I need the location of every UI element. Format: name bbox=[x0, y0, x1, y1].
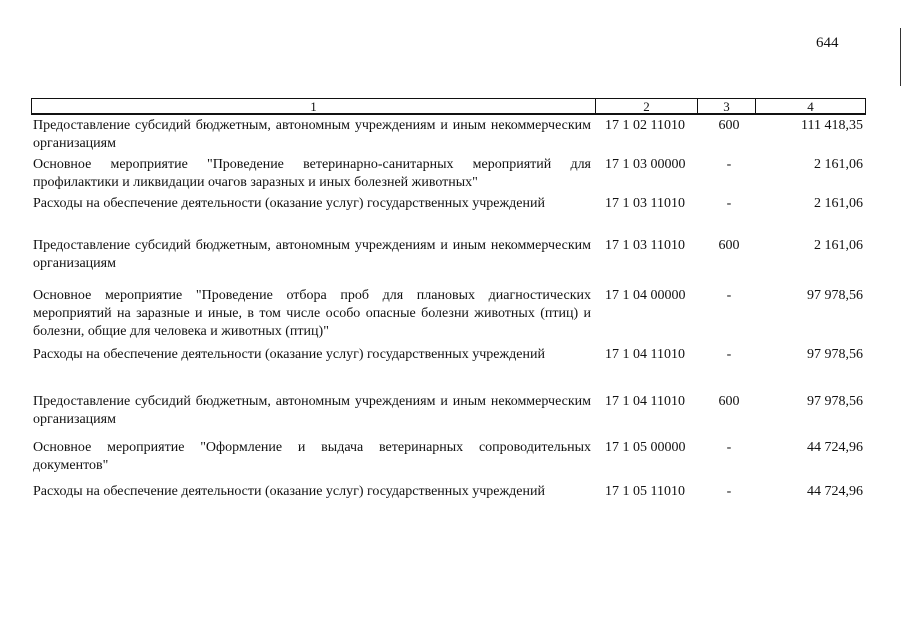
row-code: 17 1 04 11010 bbox=[605, 394, 685, 409]
row-code: 17 1 02 11010 bbox=[605, 118, 685, 133]
row-amount: 2 161,06 bbox=[814, 196, 863, 211]
row-expense-type: - bbox=[726, 288, 732, 303]
column-header-3: 3 bbox=[698, 99, 756, 113]
row-expense-type: - bbox=[726, 484, 732, 499]
row-code: 17 1 05 11010 bbox=[605, 484, 685, 499]
row-description: Основное мероприятие "Проведение ветеринарно-санитарных мероприятий для профилактики и ликвидации очагов заразных и иных болезней животных" bbox=[33, 157, 591, 190]
row-description: Предоставление субсидий бюджетным, автономным учреждениям и иным некоммерческим организациям bbox=[33, 118, 591, 151]
row-code: 17 1 04 11010 bbox=[605, 347, 685, 362]
row-amount: 97 978,56 bbox=[807, 394, 863, 409]
row-description: Предоставление субсидий бюджетным, автономным учреждениям и иным некоммерческим организациям bbox=[33, 394, 591, 427]
row-expense-type: 600 bbox=[718, 118, 740, 133]
row-amount: 111 418,35 bbox=[801, 118, 863, 133]
row-amount: 2 161,06 bbox=[814, 238, 863, 253]
row-amount: 97 978,56 bbox=[807, 347, 863, 362]
column-header-1: 1 bbox=[32, 99, 596, 113]
row-expense-type: - bbox=[726, 347, 732, 362]
row-description: Основное мероприятие "Оформление и выдача ветеринарных сопроводительных документов" bbox=[33, 440, 591, 473]
row-expense-type: - bbox=[726, 157, 732, 172]
row-description: Расходы на обеспечение деятельности (оказание услуг) государственных учреждений bbox=[33, 484, 545, 499]
column-header-2: 2 bbox=[596, 99, 698, 113]
row-description: Расходы на обеспечение деятельности (оказание услуг) государственных учреждений bbox=[33, 196, 545, 211]
row-description: Основное мероприятие "Проведение отбора проб для плановых диагностических мероприятий на заразные и иные, в том числе особо опасные болезни животных (птиц) и болезни, общие для человека и животных (птиц)" bbox=[33, 288, 591, 339]
row-amount: 97 978,56 bbox=[807, 288, 863, 303]
row-amount: 44 724,96 bbox=[807, 440, 863, 455]
row-expense-type: 600 bbox=[718, 238, 740, 253]
row-expense-type: 600 bbox=[718, 394, 740, 409]
row-code: 17 1 05 00000 bbox=[605, 440, 686, 455]
row-description: Предоставление субсидий бюджетным, автономным учреждениям и иным некоммерческим организациям bbox=[33, 238, 591, 271]
row-code: 17 1 03 00000 bbox=[605, 157, 686, 172]
page-number: 644 bbox=[816, 35, 839, 51]
page-edge-line bbox=[900, 28, 901, 86]
column-header-4: 4 bbox=[807, 99, 814, 114]
row-expense-type: - bbox=[726, 440, 732, 455]
row-code: 17 1 04 00000 bbox=[605, 288, 686, 303]
table-header bbox=[31, 98, 866, 115]
row-description: Расходы на обеспечение деятельности (оказание услуг) государственных учреждений bbox=[33, 347, 545, 362]
row-amount: 2 161,06 bbox=[814, 157, 863, 172]
row-code: 17 1 03 11010 bbox=[605, 196, 685, 211]
row-expense-type: - bbox=[726, 196, 732, 211]
row-amount: 44 724,96 bbox=[807, 484, 863, 499]
row-code: 17 1 03 11010 bbox=[605, 238, 685, 253]
